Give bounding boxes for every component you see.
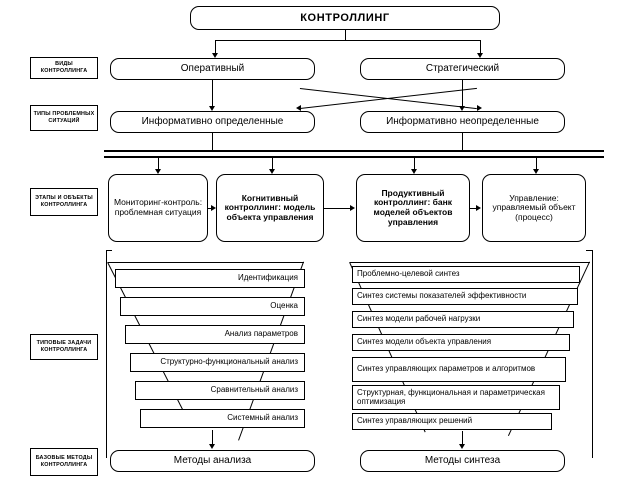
node-synthesis-methods: Методы синтеза [360, 450, 565, 472]
task-row: Анализ параметров [125, 325, 305, 344]
task-row: Синтез модели объекта управления [352, 334, 570, 351]
task-row: Синтез системы показателей эффективности [352, 288, 578, 305]
rail-stages: ЭТАПЫ И ОБЪЕКТЫ КОНТРОЛЛИНГА [30, 188, 98, 216]
node-productive: Продуктивный контроллинг: банк моделей объектов управления [356, 174, 470, 242]
node-operational: Оперативный [110, 58, 315, 80]
task-row: Оценка [120, 297, 305, 316]
task-row: Синтез модели рабочей нагрузки [352, 311, 574, 328]
task-row: Структурная, функциональная и параметрическая оптимизация [352, 385, 560, 410]
task-row: Идентификация [115, 269, 305, 288]
task-row: Проблемно-целевой синтез [352, 266, 580, 283]
right-spine [592, 250, 593, 458]
rail-methods: БАЗОВЫЕ МЕТОДЫ КОНТРОЛЛИНГА [30, 448, 98, 476]
node-info-defined: Информативно определенные [110, 111, 315, 133]
bus-line-top [104, 150, 604, 152]
node-controlling: КОНТРОЛЛИНГ [190, 6, 500, 30]
task-row: Структурно-функциональный анализ [130, 353, 305, 372]
funnel-right-top [350, 262, 590, 263]
rail-problem-types: ТИПЫ ПРОБЛЕМНЫХ СИТУАЦИЙ [30, 105, 98, 131]
node-info-undefined: Информативно неопределенные [360, 111, 565, 133]
task-row: Синтез управляющих параметров и алгоритмов [352, 357, 566, 382]
left-spine [106, 250, 107, 458]
task-row: Системный анализ [140, 409, 305, 428]
task-row: Синтез управляющих решений [352, 413, 552, 430]
node-analysis-methods: Методы анализа [110, 450, 315, 472]
node-strategic: Стратегический [360, 58, 565, 80]
node-monitoring: Мониторинг-контроль: проблемная ситуация [108, 174, 208, 242]
task-row: Сравнительный анализ [135, 381, 305, 400]
rail-tasks: ТИПОВЫЕ ЗАДАЧИ КОНТРОЛЛИНГА [30, 334, 98, 360]
node-management: Управление: управляемый объект (процесс) [482, 174, 586, 242]
bus-line-bottom [104, 156, 604, 158]
funnel-left-top [108, 262, 304, 263]
rail-kinds: ВИДЫ КОНТРОЛЛИНГА [30, 57, 98, 79]
node-cognitive: Когнитивный контроллинг: модель объекта управления [216, 174, 324, 242]
